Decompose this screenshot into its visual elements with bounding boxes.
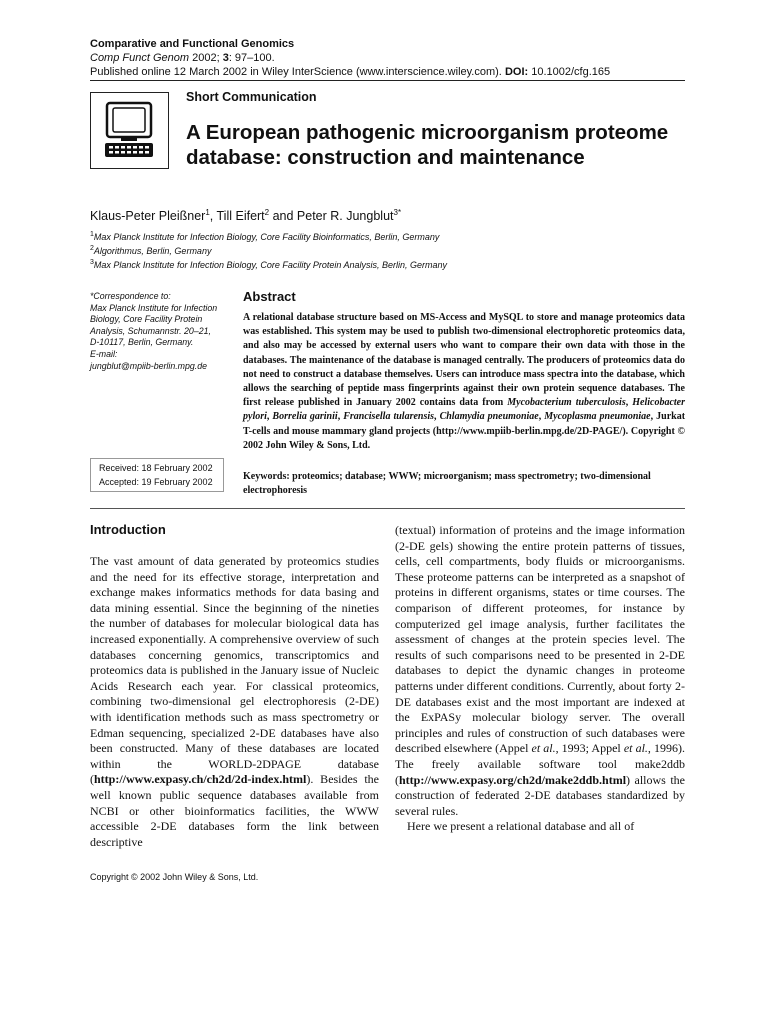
- correspondence-line: Biology, Core Facility Protein: [90, 314, 203, 325]
- affiliation: $^1$Max Planck Institute for Infection Biology, Core Facility Bioinformatics, Berlin, Germany: [90, 231, 440, 242]
- journal-citation: Comp Funct Genom 2002; 3: 97–100.: [90, 52, 275, 64]
- introduction-left-column: The vast amount of data generated by proteomics studies and the need for its effective storage, interpretation and exchange makes informatics methods for data basing and data mining essential. Since the beginning of the nineties the number of databases for molecular biological data has increased exponentially. A comprehensive overview of such databases concerning genomics, transcriptomics and proteomics data is published in the January issue of Nucleic Acids Research each year. For classical proteomics, combining two-dimensional gel electrophoresis (2-DE) with identification methods such as mass spectrometry or Edman sequencing, specialized 2-DE databases have also been constructed. Many of these databases are located within the WORLD-2DPAGE database (http://www.expasy.ch/ch2d/2d-index.html). Besides the well known public sequence databases available from NCBI or other bioinformatics facilities, the WWW accessible 2-DE databases form the link between descriptive: [90, 554, 379, 849]
- keywords: Keywords: proteomics; database; WWW; microorganism; mass spectrometry; two-dimensional electrophoresis: [243, 471, 651, 497]
- correspondence-block: [90, 291, 230, 372]
- accepted-date: Accepted: 19 February 2002: [99, 477, 213, 487]
- author-list: Klaus-Peter Pleißner$^1$, Till Eifert$^2$ and Peter R. Jungblut$^{3*}$: [90, 208, 402, 224]
- article-title: A European pathogenic microorganism proteome database: construction and maintenance: [186, 121, 669, 169]
- introduction-right-column: (textual) information of proteins and the image information (2-DE gels) showing the entire protein patterns of tissues, cells, cell compartments, body fluids or microorganisms. These proteome patterns can be interpreted as a snapshot of proteins in different organisms, states or time courses. The comparison of different proteomes, for instance by computerized gel image analysis, further facilitates the assessment of changes at the protein species level. The results of such comparisons need to be presented in 2-DE databases to depict the dynamic changes in proteome patterns under different conditions. Currently, about forty 2-DE databases exist and the most important are indexed at the ExPASy molecular biology server. The overall principles and rules of construction of such databases were described elsewhere (Appel et al., 1993; Appel et al., 1996). The freely available software tool make2ddb (http://www.expasy.org/ch2d/make2ddb.html) allows the construction of federated 2-DE databases standardized by several rules. Here we present a relational database and all of: [395, 523, 685, 834]
- correspondence-line: E-mail:: [90, 348, 118, 359]
- journal-logo: [90, 92, 169, 169]
- publication-info: Published online 12 March 2002 in Wiley InterScience (www.interscience.wiley.com). DOI: 10.1002/cfg.165: [90, 66, 611, 78]
- paragraph-start: Here we present a relational database and all of: [407, 819, 635, 834]
- correspondence-line: D-10117, Berlin, Germany.: [90, 337, 194, 348]
- correspondence-line: Analysis, Schumannstr. 20–21,: [90, 325, 211, 336]
- abstract-heading: Abstract: [243, 289, 296, 304]
- dates-box: [90, 458, 224, 492]
- article-type: Short Communication: [186, 90, 317, 104]
- introduction-heading: Introduction: [90, 522, 166, 537]
- world-2dpage-link[interactable]: http://www.expasy.ch/ch2d/2d-index.html: [94, 772, 307, 787]
- journal-name: Comparative and Functional Genomics: [90, 38, 295, 50]
- correspondence-email[interactable]: jungblut@mpiib-berlin.mpg.de: [90, 360, 207, 371]
- abstract-text: A relational database structure based on MS-Access and MySQL to store and manage proteomics data was established. This system may be used to publish two-dimensional electrophoretic proteomics data, and also may be accessed by external users who want to compare their own data with those in the databases. The maintenance of the database is managed centrally. The producers of proteomics data do not need to construct a database themselves. Users can introduce mass spectra into the database, which allows the searching of peptide mass fingerprints against their own protein sequence databases. The first release published in January 2002 contains data from Mycobacterium tuberculosis, Helicobacter pylori, Borrelia garinii, Francisella tularensis, Chlamydia pneumoniae, Mycoplasma pneumoniae, Jurkat T-cells and mouse mammary gland projects (http://www.mpiib-berlin.mpg.de/2D-PAGE/). Copyright © 2002 John Wiley & Sons, Ltd.: [243, 312, 686, 451]
- journal-header: [90, 37, 690, 79]
- copyright-footer: Copyright © 2002 John Wiley & Sons, Ltd.: [90, 872, 259, 882]
- affiliations: [90, 229, 447, 271]
- make2ddb-link[interactable]: http://www.expasy.org/ch2d/make2ddb.html: [399, 772, 627, 787]
- correspondence-line: *Correspondence to:: [90, 291, 171, 301]
- affiliation: $^3$Max Planck Institute for Infection Biology, Core Facility Protein Analysis, Berlin, Germany: [90, 259, 448, 270]
- section-rule: [90, 508, 685, 509]
- correspondence-line: Max Planck Institute for Infection: [90, 302, 218, 313]
- computer-terminal-icon: [91, 93, 168, 168]
- header-rule: [90, 80, 685, 81]
- received-date: Received: 18 February 2002: [99, 463, 213, 473]
- affiliation: $^2$Algorithmus, Berlin, Germany: [90, 245, 212, 256]
